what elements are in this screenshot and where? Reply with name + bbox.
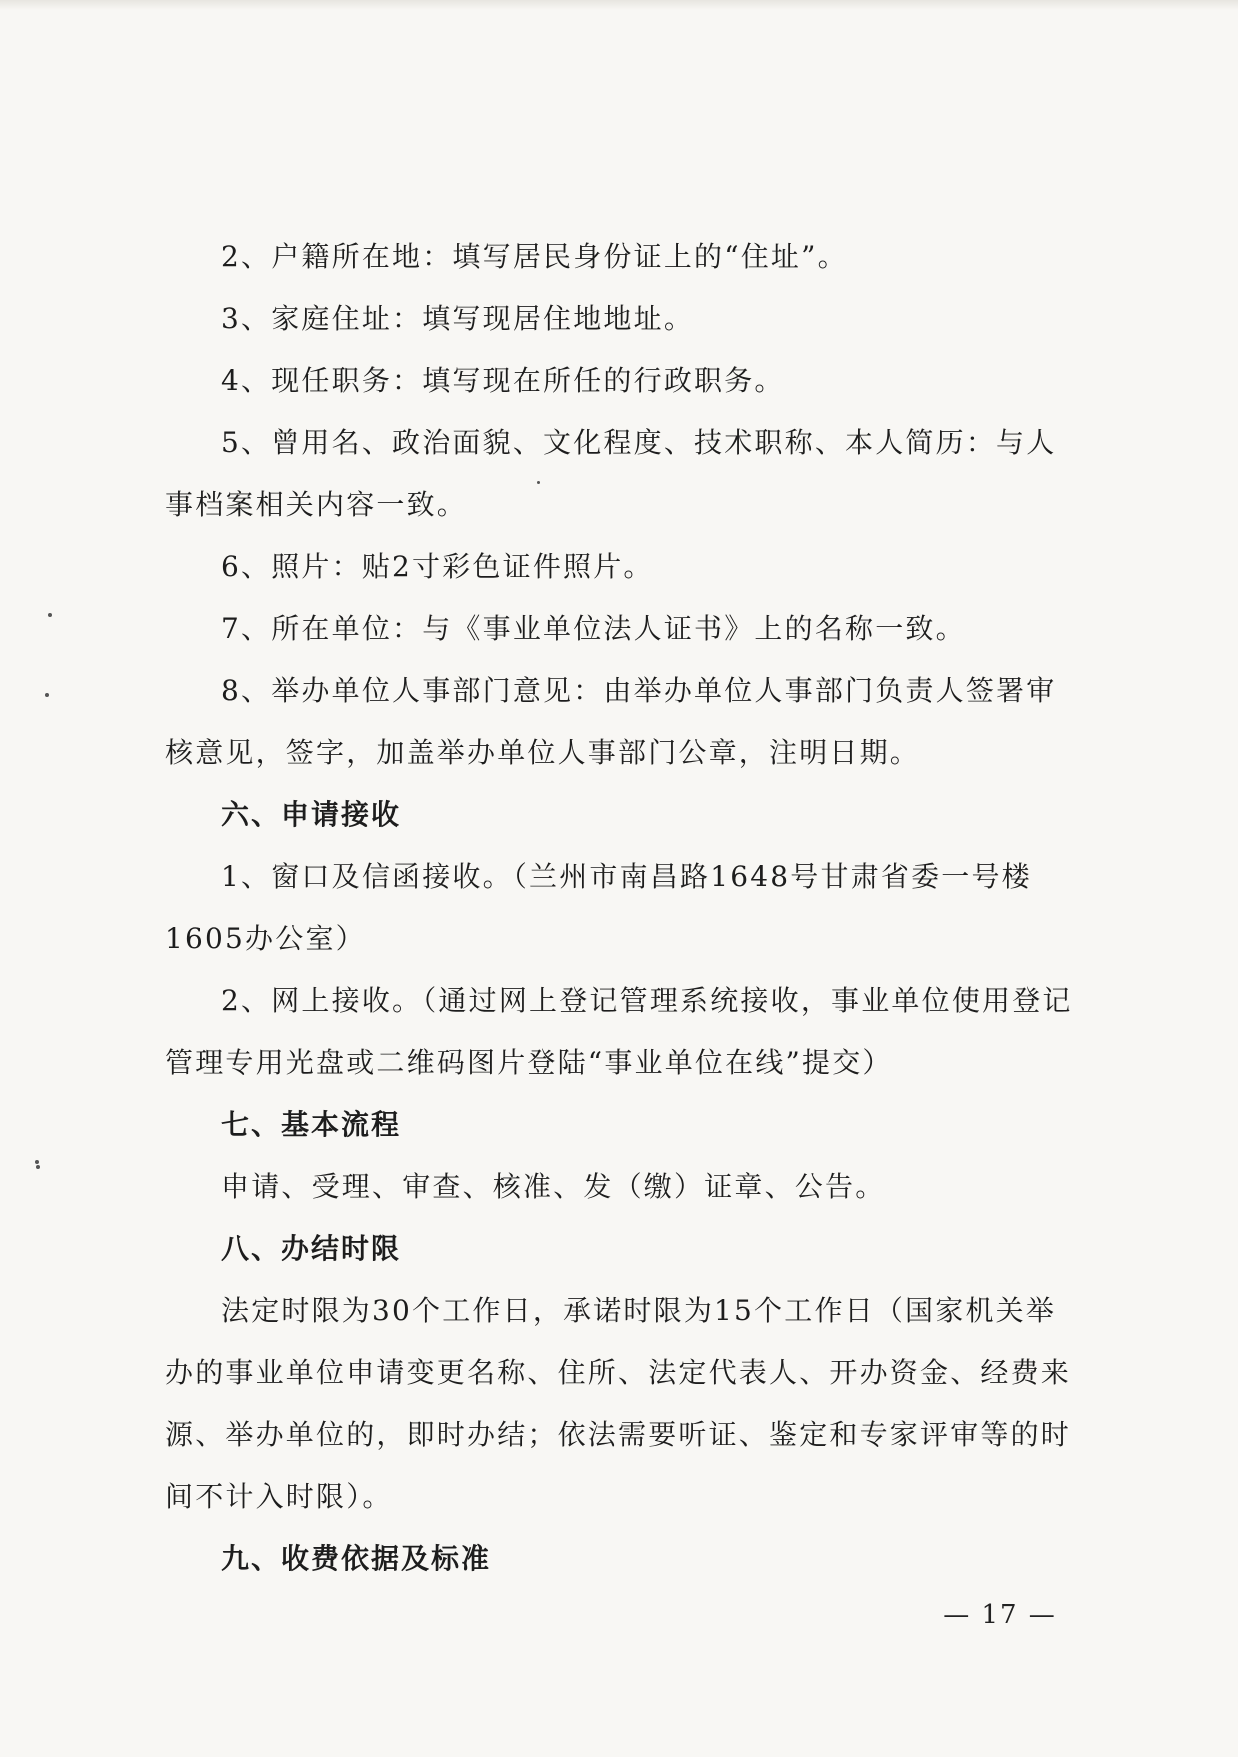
- paragraph-personal-history: 5、曾用名、政治面貌、文化程度、技术职称、本人简历：与人事档案相关内容一致。: [165, 426, 1057, 521]
- paragraph-photo: 6、照片：贴2寸彩色证件照片。: [221, 550, 654, 583]
- scan-speck: [35, 1160, 39, 1164]
- paragraph-online-receipt: 2、网上接收。（通过网上登记管理系统接收，事业单位使用登记管理专用光盘或二维码图片登陆“事业单位在线”提交）: [165, 984, 1073, 1079]
- paragraph-window-receipt: 1、窗口及信函接收。（兰州市南昌路1648号甘肃省委一号楼1605办公室）: [165, 860, 1032, 955]
- scan-speck: [48, 613, 52, 617]
- scan-speck: [537, 481, 540, 484]
- section-heading-basic-process: 七、基本流程: [221, 1108, 402, 1141]
- section-heading-time-limit: 八、办结时限: [221, 1232, 402, 1265]
- paragraph-hr-opinion: 8、举办单位人事部门意见：由举办单位人事部门负责人签署审核意见，签字，加盖举办单位人事部门公章，注明日期。: [165, 674, 1057, 769]
- paragraph-home-address: 3、家庭住址：填写现居住地地址。: [221, 302, 695, 335]
- scan-edge: [0, 0, 1238, 10]
- paragraph-process-steps: 申请、受理、审查、核准、发（缴）证章、公告。: [221, 1170, 886, 1203]
- scan-speck: [45, 693, 49, 697]
- paragraph-current-position: 4、现任职务：填写现在所任的行政职务。: [221, 364, 785, 397]
- content-block: [165, 226, 1075, 1590]
- section-heading-fees: 九、收费依据及标准: [221, 1542, 492, 1575]
- page-number: — 17 —: [943, 1600, 1057, 1630]
- scan-speck: [36, 1165, 40, 1169]
- paragraph-unit-name: 7、所在单位：与《事业单位法人证书》上的名称一致。: [221, 612, 966, 645]
- section-heading-application-receipt: 六、申请接收: [221, 798, 402, 831]
- paragraph-time-limit: 法定时限为30个工作日，承诺时限为15个工作日（国家机关举办的事业单位申请变更名称、住所、法定代表人、开办资金、经费来源、举办单位的，即时办结；依法需要听证、鉴定和专家评审等的时间不计入时限）。: [165, 1294, 1072, 1513]
- paragraph-household-address: 2、户籍所在地：填写居民身份证上的“住址”。: [221, 240, 848, 273]
